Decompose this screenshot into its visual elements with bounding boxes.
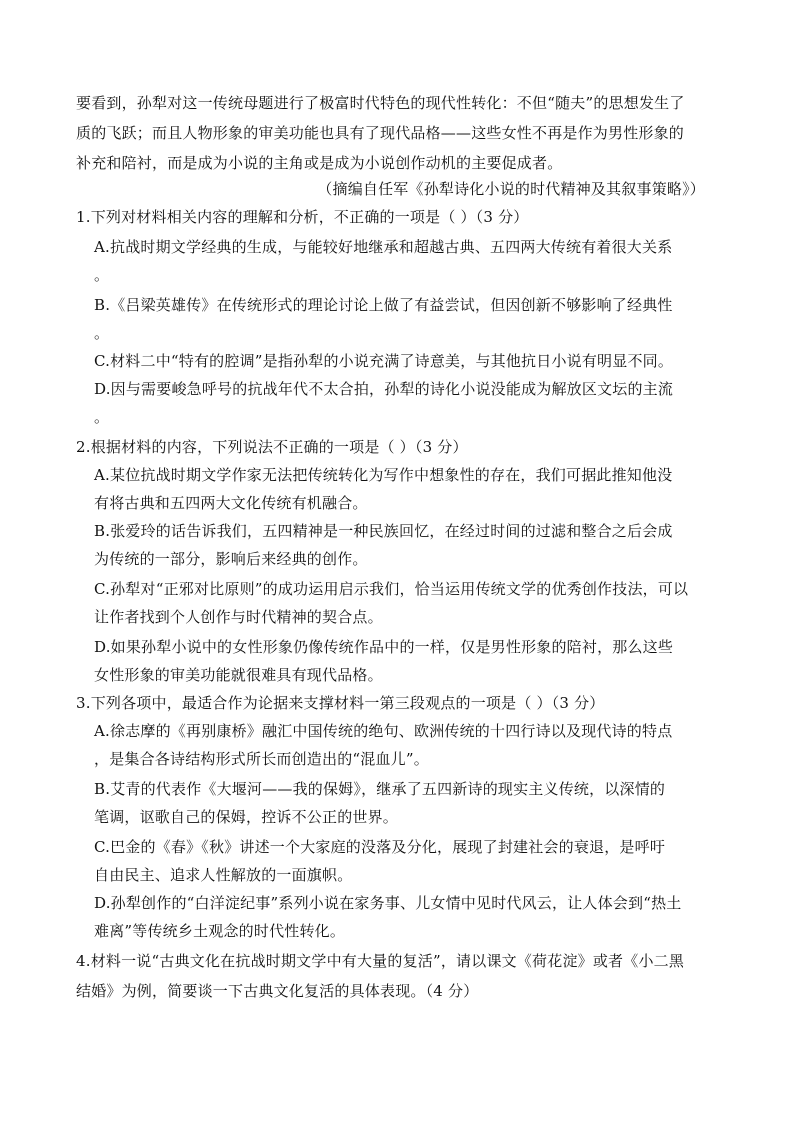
question-3-option-b-cont: 笔调，讴歌自己的保姆，控诉不公正的世界。 xyxy=(94,808,399,826)
question-3-option-a-cont: ，是集合各诗结构形式所长而创造出的“混血儿”。 xyxy=(94,750,429,768)
question-2-option-c: C.孙犁对“正邪对比原则”的成功运用启示我们，恰当运用传统文学的优秀创作技法，可以 xyxy=(94,580,689,598)
passage-line: 要看到，孙犁对这一传统母题进行了极富时代特色的现代性转化：不但“随夫”的思想发生了 xyxy=(76,94,685,112)
question-2-option-b: B.张爱玲的话告诉我们，五四精神是一种民族回忆，在经过时间的过滤和整合之后会成 xyxy=(94,522,673,540)
question-2-stem: 2.根据材料的内容，下列说法不正确的一项是（ ）（3 分） xyxy=(76,438,468,456)
question-3-option-b: B.艾青的代表作《大堰河——我的保姆》，继承了五四新诗的现实主义传统，以深情的 xyxy=(94,780,666,798)
passage-source: （摘编自任军《孙犁诗化小说的时代精神及其叙事策略》） xyxy=(317,180,705,198)
question-2-option-a: A.某位抗战时期文学作家无法把传统转化为写作中想象性的存在，我们可据此推知他没 xyxy=(94,466,673,484)
question-1-option-d: D.因与需要峻急呼号的抗战年代不太合拍，孙犁的诗化小说没能成为解放区文坛的主流 xyxy=(94,380,674,398)
question-1-option-b: B.《吕梁英雄传》在传统形式的理论讨论上做了有益尝试，但因创新不够影响了经典性 xyxy=(94,296,673,314)
question-1-option-b-cont: 。 xyxy=(94,324,110,342)
question-2-option-b-cont: 为传统的一部分，影响后来经典的创作。 xyxy=(94,550,368,568)
question-1-option-d-cont: 。 xyxy=(94,408,110,426)
question-2-option-d: D.如果孙犁小说中的女性形象仍像传统作品中的一样，仅是男性形象的陪衬，那么这些 xyxy=(94,638,674,656)
question-3-option-c: C.巴金的《春》《秋》讲述一个大家庭的没落及分化，展现了封建社会的衰退，是呼吁 xyxy=(94,838,666,856)
question-1-option-a-cont: 。 xyxy=(94,266,110,284)
question-1-stem: 1.下列对材料相关内容的理解和分析，不正确的一项是（ ）（3 分） xyxy=(76,208,529,226)
question-3-option-d: D.孙犁创作的“白洋淀纪事”系列小说在家务事、儿女情中见时代风云，让人体会到“热土 xyxy=(94,894,682,912)
question-2-option-c-cont: 让作者找到个人创作与时代精神的契合点。 xyxy=(94,608,383,626)
question-3-stem: 3.下列各项中，最适合作为论据来支撑材料一第三段观点的一项是（ ）（3 分） xyxy=(76,694,605,712)
question-1-option-c: C.材料二中“特有的腔调”是指孙犁的小说充满了诗意美，与其他抗日小说有明显不同。 xyxy=(94,352,674,370)
question-1-option-a: A.抗战时期文学经典的生成，与能较好地继承和超越古典、五四两大传统有着很大关系 xyxy=(94,238,673,256)
question-2-option-d-cont: 女性形象的审美功能就很难具有现代品格。 xyxy=(94,666,383,684)
question-2-option-a-cont: 有将古典和五四两大文化传统有机融合。 xyxy=(94,494,368,512)
question-3-option-d-cont: 难离”等传统乡土观念的时代性转化。 xyxy=(94,922,346,940)
question-4-stem-cont: 结婚》为例，简要谈一下古典文化复活的具体表现。（4 分） xyxy=(76,982,479,1000)
passage-line: 补充和陪衬，而是成为小说的主角或是成为小说创作动机的主要促成者。 xyxy=(76,154,563,172)
question-4-stem: 4.材料一说“古典文化在抗战时期文学中有大量的复活”，请以课文《荷花淀》或者《小二黑 xyxy=(76,952,685,970)
question-3-option-a: A.徐志摩的《再别康桥》融汇中国传统的绝句、欧洲传统的十四行诗以及现代诗的特点 xyxy=(94,722,673,740)
passage-line: 质的飞跃；而且人物形象的审美功能也具有了现代品格——这些女性不再是作为男性形象的 xyxy=(76,124,685,142)
question-3-option-c-cont: 自由民主、追求人性解放的一面旗帜。 xyxy=(94,866,353,884)
